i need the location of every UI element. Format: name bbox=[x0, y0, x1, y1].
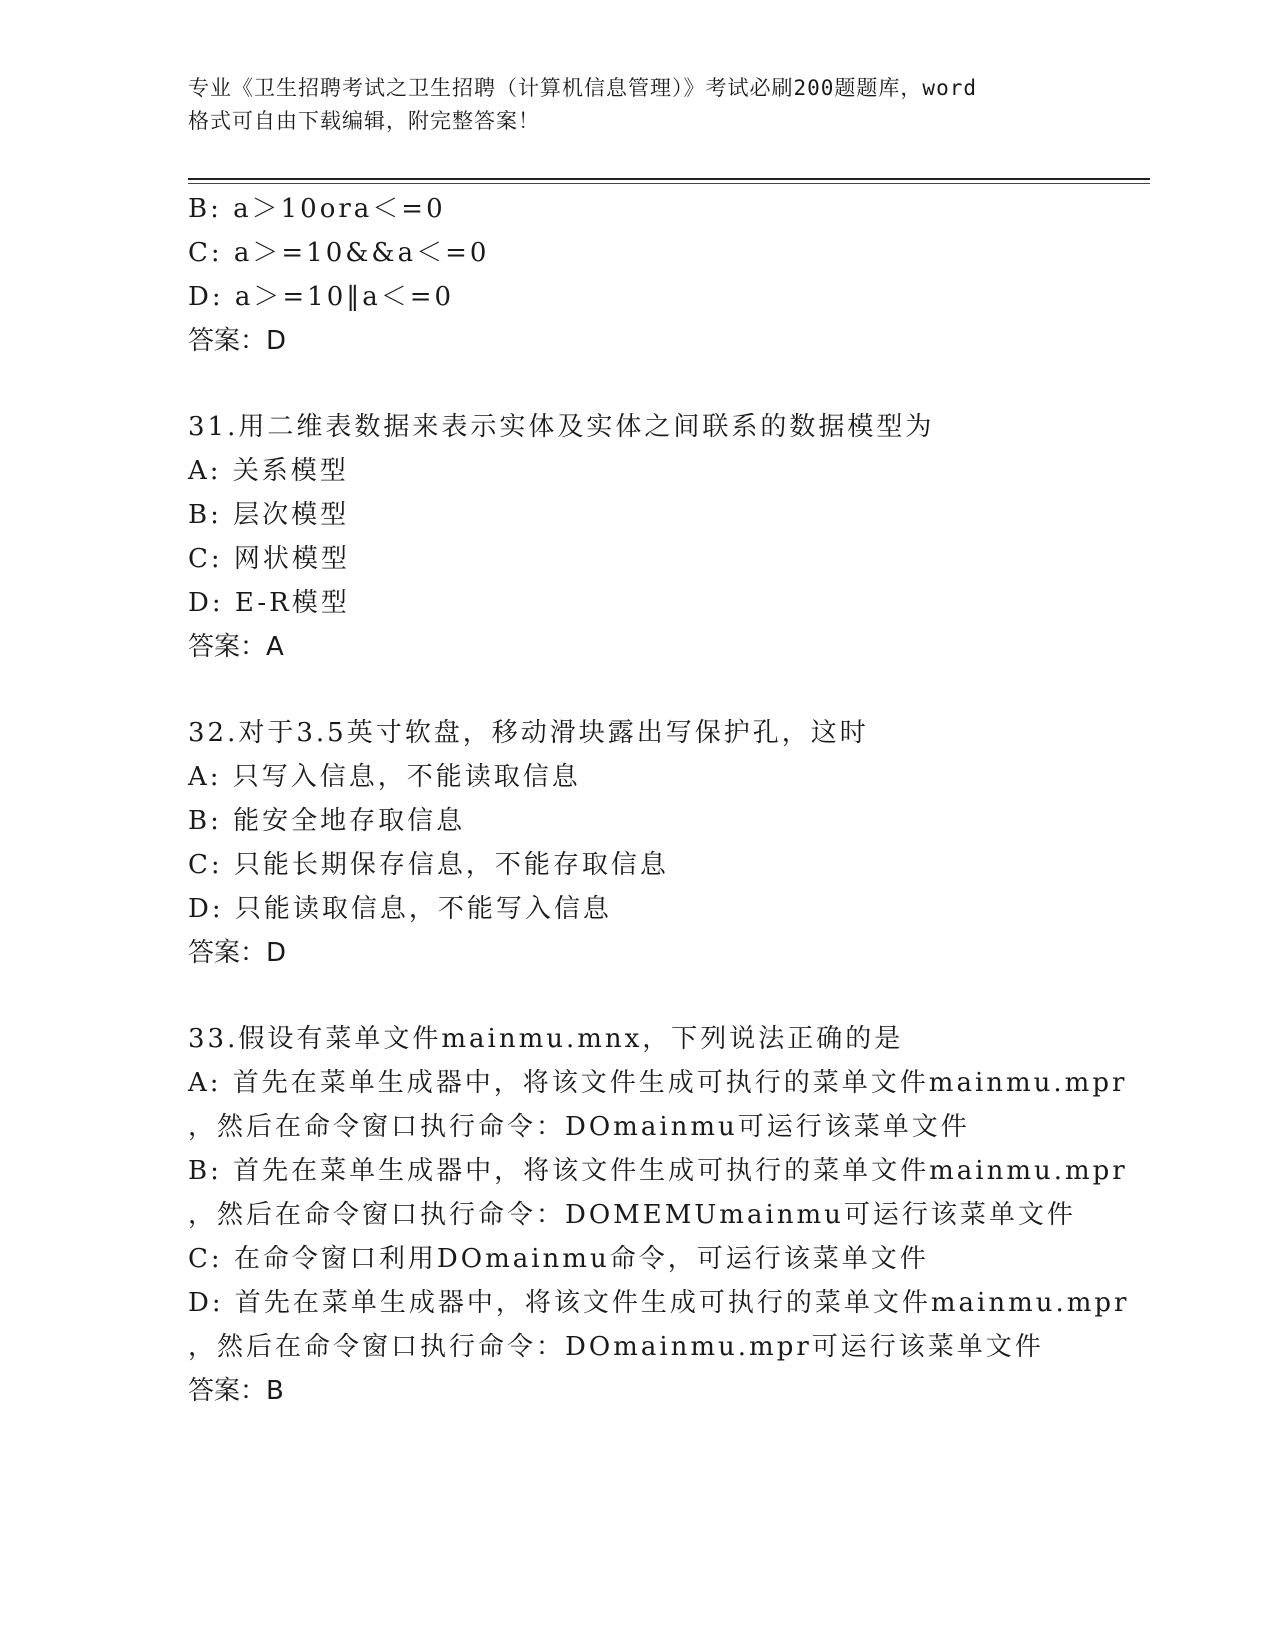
header-divider-thick bbox=[188, 178, 1150, 180]
q33-option-a-line-2: ，然后在命令窗口执行命令：DOmainmu可运行该菜单文件 bbox=[188, 1112, 970, 1142]
header-line-1: 专业《卫生招聘考试之卫生招聘（计算机信息管理）》考试必刷200题题库，word bbox=[188, 76, 977, 100]
q33-option-d-line-2: ，然后在命令窗口执行命令：DOmainmu.mpr可运行该菜单文件 bbox=[188, 1332, 1044, 1362]
q33-option-a-line-1: A: 首先在菜单生成器中，将该文件生成可执行的菜单文件mainmu.mpr bbox=[188, 1068, 1128, 1098]
q33-option-b-line-2: ，然后在命令窗口执行命令：DOMEMUmainmu可运行该菜单文件 bbox=[188, 1200, 1076, 1230]
q31-option-b: B: 层次模型 bbox=[188, 500, 350, 530]
q31-option-a: A: 关系模型 bbox=[188, 456, 349, 486]
q31-option-c: C: 网状模型 bbox=[188, 544, 350, 574]
q30-option-c: C: a＞=10&&a＜=0 bbox=[188, 238, 490, 268]
q32-option-b: B: 能安全地存取信息 bbox=[188, 806, 466, 836]
header-divider-thin bbox=[188, 183, 1150, 184]
q32-option-a: A: 只写入信息，不能读取信息 bbox=[188, 762, 581, 792]
q30-answer: 答案：D bbox=[188, 326, 287, 356]
q30-option-d: D: a＞=10‖a＜=0 bbox=[188, 282, 455, 312]
q32-option-d: D: 只能读取信息，不能写入信息 bbox=[188, 894, 612, 924]
q33-option-c: C: 在命令窗口利用DOmainmu命令，可运行该菜单文件 bbox=[188, 1244, 929, 1274]
q32-stem: 32.对于3.5英寸软盘，移动滑块露出写保护孔，这时 bbox=[188, 718, 869, 748]
q33-answer: 答案：B bbox=[188, 1376, 284, 1406]
q32-option-c: C: 只能长期保存信息，不能存取信息 bbox=[188, 850, 669, 880]
q33-option-b-line-1: B: 首先在菜单生成器中，将该文件生成可执行的菜单文件mainmu.mpr bbox=[188, 1156, 1128, 1186]
header-line-2: 格式可自由下载编辑，附完整答案！ bbox=[188, 109, 540, 133]
q30-option-b: B: a＞10ora＜=0 bbox=[188, 194, 446, 224]
q31-answer: 答案：A bbox=[188, 632, 284, 662]
q31-option-d: D: E-R模型 bbox=[188, 588, 350, 618]
q32-answer: 答案：D bbox=[188, 938, 287, 968]
document-header bbox=[188, 72, 1088, 138]
q33-option-d-line-1: D: 首先在菜单生成器中，将该文件生成可执行的菜单文件mainmu.mpr bbox=[188, 1288, 1130, 1318]
q31-stem: 31.用二维表数据来表示实体及实体之间联系的数据模型为 bbox=[188, 412, 935, 442]
q33-stem: 33.假设有菜单文件mainmu.mnx，下列说法正确的是 bbox=[188, 1024, 904, 1054]
